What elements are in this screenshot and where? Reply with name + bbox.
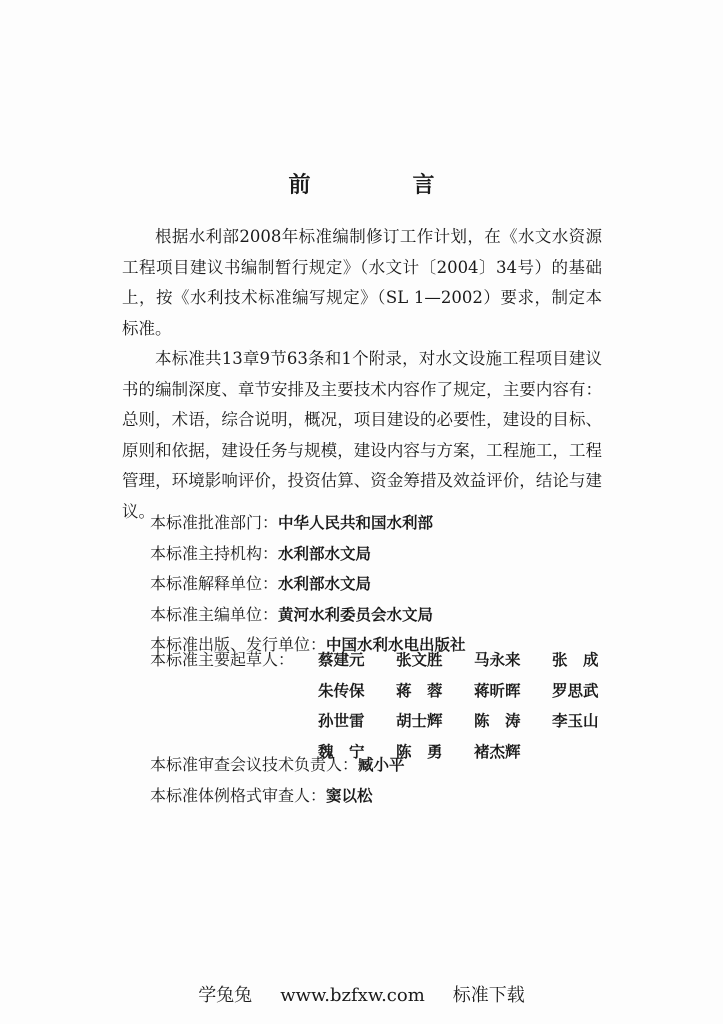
review-block bbox=[150, 750, 405, 811]
drafter-name: 张文胜 bbox=[396, 651, 443, 669]
drafter-row bbox=[150, 645, 610, 676]
meta-value: 中国水利水电出版社 bbox=[326, 636, 466, 654]
review-value: 窦以松 bbox=[326, 786, 373, 805]
review-label: 本标准体例格式审查人： bbox=[150, 785, 327, 805]
review-label: 本标准审查会议技术负责人： bbox=[150, 755, 359, 774]
drafter-name: 张 成 bbox=[552, 651, 599, 669]
meta-label: 本标准出版、发行单位： bbox=[150, 635, 327, 654]
meta-value: 黄河水利委员会水文局 bbox=[278, 605, 434, 624]
meta-label: 本标准主持机构： bbox=[150, 543, 279, 563]
drafter-row bbox=[150, 676, 610, 707]
drafters-block bbox=[150, 645, 610, 767]
drafter-name: 蒋昕晖 bbox=[474, 681, 521, 700]
drafter-name: 朱传保 bbox=[318, 681, 365, 700]
footer-site-name: 学兔兔 bbox=[198, 985, 253, 1006]
drafter-row bbox=[150, 706, 610, 737]
drafter-names bbox=[318, 645, 630, 676]
tech-lead-row bbox=[150, 750, 405, 781]
drafter-names bbox=[318, 706, 630, 737]
drafter-name: 蒋 蓉 bbox=[396, 681, 443, 700]
drafter-name: 褚杰辉 bbox=[474, 742, 521, 761]
meta-label: 本标准批准部门： bbox=[150, 513, 279, 532]
preface-body bbox=[122, 222, 602, 527]
drafter-name: 罗思武 bbox=[552, 681, 599, 700]
drafter-name: 孙世雷 bbox=[318, 712, 365, 730]
page-title: 前 言 bbox=[288, 173, 475, 198]
drafters-label: 本标准主要起草人： bbox=[150, 650, 295, 669]
meta-value: 水利部水文局 bbox=[278, 544, 372, 563]
interpret-unit-row bbox=[150, 569, 610, 600]
approval-dept-row bbox=[150, 508, 610, 539]
paragraph-1: 根据水利部2008年标准编制修订工作计划，在《水文水资源工程项目建议书编制暂行规定》（水文计〔2004〕34号）的基础上，按《水利技术标准编写规定》（SL 1—2002）要求，制定本标准。 bbox=[122, 227, 602, 338]
drafter-names bbox=[318, 676, 630, 707]
drafter-name: 胡士辉 bbox=[396, 712, 443, 730]
drafter-name: 马永来 bbox=[474, 651, 521, 669]
footer-url[interactable]: www.bzfxw.com bbox=[280, 985, 425, 1006]
meta-label: 本标准主编单位： bbox=[150, 604, 279, 624]
drafter-name: 陈 勇 bbox=[396, 742, 443, 761]
meta-value: 水利部水文局 bbox=[278, 575, 372, 593]
format-reviewer-row bbox=[150, 781, 405, 812]
meta-label: 本标准解释单位： bbox=[150, 574, 279, 593]
drafter-name: 李玉山 bbox=[552, 712, 599, 730]
drafter-name: 魏 宁 bbox=[318, 742, 365, 761]
host-org-row bbox=[150, 539, 610, 570]
chief-editor-row bbox=[150, 600, 610, 631]
drafter-name: 蔡建元 bbox=[318, 651, 365, 669]
drafter-name: 陈 涛 bbox=[474, 712, 521, 730]
footer-slogan: 标准下载 bbox=[452, 985, 525, 1006]
review-value: 臧小平 bbox=[358, 756, 405, 774]
standard-info bbox=[150, 508, 610, 661]
paragraph-2: 本标准共13章9节63条和1个附录，对水文设施工程项目建议书的编制深度、章节安排及主要技术内容作了规定，主要内容有：总则，术语，综合说明，概况，项目建设的必要性，建设的目标、原则和依据，建设任务与规模，建设内容与方案，工程施工，工程管理，环境影响评价，投资估算、资金筹措及效益评价，结论与建议。 bbox=[122, 349, 602, 521]
meta-value: 中华人民共和国水利部 bbox=[278, 514, 434, 532]
watermark-footer bbox=[0, 981, 723, 1007]
